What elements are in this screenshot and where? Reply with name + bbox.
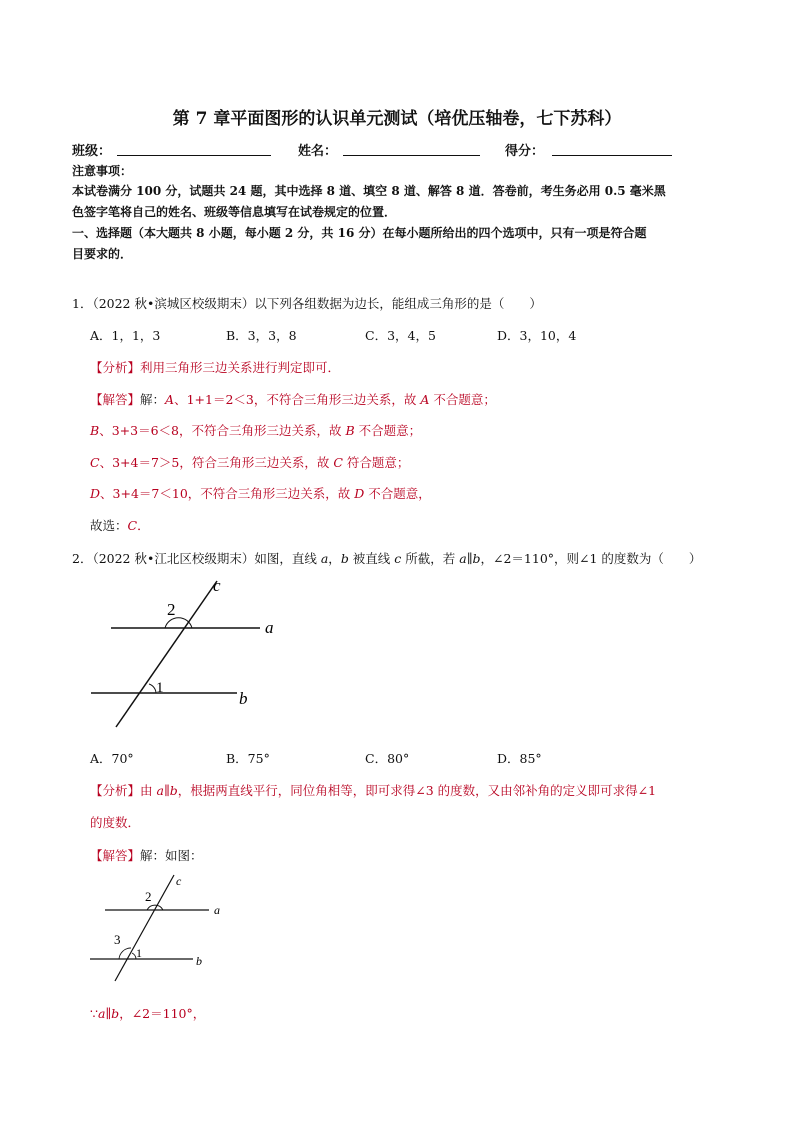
answer-tag: 【解答】: [90, 392, 141, 407]
score-field[interactable]: [552, 155, 672, 156]
label-a: a: [265, 618, 274, 637]
q2-stem: [72, 549, 701, 567]
stem-var: b: [340, 551, 349, 566]
option-var: A: [420, 392, 430, 407]
label-c: c: [176, 874, 182, 888]
answer-prefix: 解：: [140, 392, 166, 407]
choice-prefix: 故选：: [90, 518, 128, 533]
stem-var: a: [320, 551, 329, 566]
q1-answer-line-c: [90, 453, 409, 471]
label-angle-1: 1: [156, 680, 164, 696]
label-angle-3: 3: [114, 932, 121, 947]
because-text: ，∠2＝110°，: [119, 1006, 206, 1021]
q2-option-c: C．80°: [365, 751, 410, 766]
analysis-tag: 【分析】: [90, 360, 141, 375]
label-b: b: [239, 689, 248, 708]
section-instructions-2: 目要求的．: [72, 247, 133, 261]
analysis-text: 利用三角形三边关系进行判定即可．: [140, 360, 341, 375]
answer-text: 符合题意；: [342, 455, 410, 470]
analysis-tag: 【分析】: [90, 783, 141, 798]
label-a: a: [214, 903, 220, 917]
section-instructions-1: 一、选择题（本大题共 8 小题，每小题 2 分，共 16 分）在每小题所给出的四个选项中，只有一项是符合题: [72, 226, 647, 240]
option-var: D: [354, 486, 365, 501]
answer-text: 不合题意，: [364, 486, 431, 501]
answer-tag: 【解答】: [90, 848, 141, 863]
q2-option-b: B．75°: [226, 751, 270, 766]
q1-stem: 1．（2022 秋•滨城区校级期末）以下列各组数据为边长，能组成三角形的是（ ）: [72, 296, 542, 311]
label-b: b: [196, 954, 202, 968]
q2-because-line: [90, 1004, 205, 1022]
answer-text: 解：如图：: [140, 848, 203, 863]
analysis-text: ，根据两直线平行，同位角相等，即可求得∠3 的度数，又由邻补角的定义即可求得∠1: [177, 783, 657, 798]
option-var: D: [90, 486, 101, 501]
q2-analysis-1: [90, 781, 656, 799]
q2-option-d: D．85°: [497, 751, 542, 766]
choice-suffix: ．: [137, 518, 150, 533]
notice-line-2: 色签字笔将自己的姓名、班级等信息填写在试卷规定的位置．: [72, 205, 397, 219]
q2-figure: [85, 575, 285, 735]
stem-text: 所截，若: [401, 551, 460, 566]
score-label: 得分：: [505, 144, 545, 159]
name-label: 姓名：: [298, 144, 338, 159]
answer-text: 、3+4＝7＜10，不符合三角形三边关系，故: [100, 486, 355, 501]
label-angle-2: 2: [145, 889, 152, 904]
q1-choice: [90, 516, 150, 534]
stem-text: ，: [328, 551, 341, 566]
angle-3-arc: [119, 948, 131, 959]
angle-1-arc: [149, 684, 156, 693]
q2-answer: [90, 846, 203, 864]
q1-answer-line-b: [90, 421, 421, 439]
because-symbol: ∵: [90, 1006, 98, 1021]
option-var: A: [165, 392, 175, 407]
q1-option-d: D．3，10，4: [497, 328, 577, 343]
answer-text: 、3+4＝7＞5，符合三角形三边关系，故: [99, 455, 334, 470]
class-label: 班级：: [72, 144, 112, 159]
choice-value: C: [127, 518, 138, 533]
q1-answer-line-a: [90, 390, 496, 408]
answer-text: 、1+1＝2＜3，不符合三角形三边关系，故: [174, 392, 421, 407]
q2-analysis-2: 的度数．: [90, 815, 141, 830]
q1-option-c: C．3，4，5: [365, 328, 436, 343]
notice-heading: 注意事项：: [72, 164, 133, 178]
q2-answer-figure: [85, 870, 235, 985]
because-condition: a∥b: [97, 1006, 120, 1021]
stem-var: c: [394, 551, 402, 566]
stem-text: ，∠2＝110°，则∠1 的度数为（ ）: [480, 551, 702, 566]
page-title: 第 7 章平面图形的认识单元测试（培优压轴卷，七下苏科）: [172, 109, 622, 129]
q2-option-a: A．70°: [90, 751, 134, 766]
option-var: C: [90, 455, 100, 470]
label-angle-2: 2: [167, 600, 176, 619]
answer-text: 不合题意；: [354, 423, 422, 438]
stem-text: 2．（2022 秋•江北区校级期末）如图，直线: [72, 551, 321, 566]
answer-text: 、3+3＝6＜8，不符合三角形三边关系，故: [99, 423, 346, 438]
answer-text: 不合题意；: [429, 392, 496, 407]
option-var: B: [90, 423, 100, 438]
label-c: c: [213, 576, 221, 595]
q1-option-a: A．1，1，3: [90, 328, 161, 343]
stem-condition: a∥b: [459, 551, 481, 566]
label-angle-1: 1: [136, 946, 142, 960]
name-field[interactable]: [343, 155, 480, 156]
q1-analysis: [90, 358, 340, 376]
q1-answer-line-d: [90, 484, 431, 502]
option-var: B: [345, 423, 355, 438]
option-var: C: [333, 455, 343, 470]
analysis-condition: a∥b: [156, 783, 178, 798]
class-field[interactable]: [117, 155, 271, 156]
notice-line-1: 本试卷满分 100 分，试题共 24 题，其中选择 8 道、填空 8 道、解答 8 道．答卷前，考生务必用 0.5 毫米黑: [72, 184, 666, 198]
analysis-text: 由: [140, 783, 157, 798]
stem-text: 被直线: [348, 551, 395, 566]
q1-option-b: B．3，3，8: [226, 328, 297, 343]
